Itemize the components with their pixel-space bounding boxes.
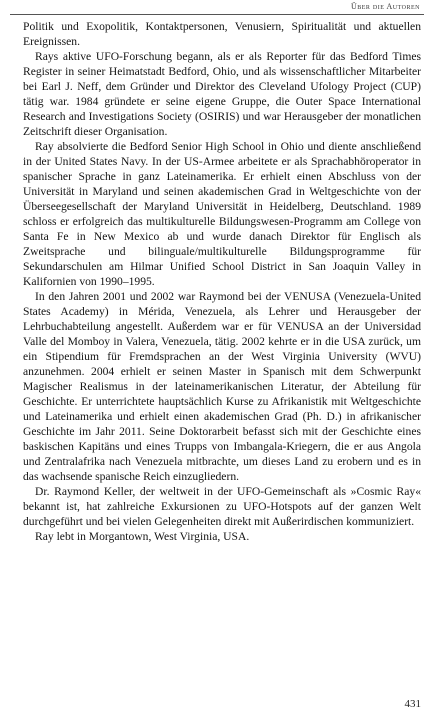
- running-header: [10, 0, 424, 15]
- body-text: [23, 19, 421, 544]
- paragraph-continuation: Politik und Exopolitik, Kontaktpersonen, Venusiern, Spiritualität und aktuellen Ereignissen.: [23, 20, 421, 48]
- paragraph-residence: Ray lebt in Morgantown, West Virginia, USA.: [35, 530, 250, 543]
- paragraph-career: In den Jahren 2001 und 2002 war Raymond bei der VENUSA (Venezuela-United States Academy) in Mérida, Venezuela, als Lehrer und Herausgeber der Lehrbuchabteilung angestellt. Außerdem war er für VENUSA an der Universidad Valle del Momboy in Valera, Venezuela, tätig. 2002 kehrte er in die USA zurück, um ein Stipendium für Fremdsprachen an der West Virginia University (WVU) anzunehmen. 2004 erhielt er seinen Master in Spanisch mit dem Schwerpunkt Magischer Realismus in der lateinamerikanischen Literatur, der Abteilung für Geschichte. Er unterrichtete hauptsächlich Kurse zu Afrikanistik mit Weltgeschichte und Lateinamerika und erhielt einen akademischen Grad (Ph. D.) in afrikanischer Geschichte im Jahr 2011. Seine Doktorarbeit befasst sich mit der Geschichte eines baskischen Kapitäns und eines Trupps von Imbangala-Kriegern, die er aus Angola und Zentralafrika nach Venezuela mitbrachte, um dieses Land zu erobern und es in das wachsende spanische Reich einzugliedern.: [23, 290, 421, 483]
- paragraph-ufo-research: Rays aktive UFO-Forschung begann, als er als Reporter für das Bedford Times Register in seiner Heimatstadt Bedford, Ohio, und als wissenschaftlicher Mitarbeiter bei Earl J. Neff, dem Gründer und Direktor des Cleveland Ufology Project (CUP) tätig war. 1984 gründete er seine eigene Gruppe, die Outer Space International Research and Investigations Society (OSIRIS) und war Herausgeber der monatlichen Zeitschrift dieser Organisation.: [23, 50, 421, 138]
- paragraph-cosmic-ray: Dr. Raymond Keller, der weltweit in der UFO-Gemeinschaft als »Cosmic Ray« bekannt ist, hat zahlreiche Exkursionen zu UFO-Hotspots auf der ganzen Welt durchgeführt und bei vielen Gelegenheiten direkt mit Außerirdischen kommuniziert.: [23, 485, 421, 528]
- page-number: 431: [404, 698, 421, 710]
- paragraph-education: Ray absolvierte die Bedford Senior High School in Ohio und diente anschließend in der United States Navy. In der US-Armee arbeitete er als Sprachabhöroperator in spanischer Sprache in ganz Lateinamerika. Er erhielt einen Abschluss von der Universität in Maryland und seinen akademischen Grad in Weltgeschichte von der Überseegesellschaft der Maryland Universität in Heidelberg, Deutschland. 1989 schloss er erfolgreich das multikulturelle Bildungswesen-Programm am College von Santa Fe in New Mexico ab und wurde danach Direktor für Englisch als Zweitsprache und bilinguale/multikulturelle Bildungsprogramme für Sekundarschulen am Hilmar Unified School District in San Joaquin Valley in Kalifornien von 1990–1995.: [23, 140, 421, 288]
- running-header-title: Über die Autoren: [350, 2, 420, 11]
